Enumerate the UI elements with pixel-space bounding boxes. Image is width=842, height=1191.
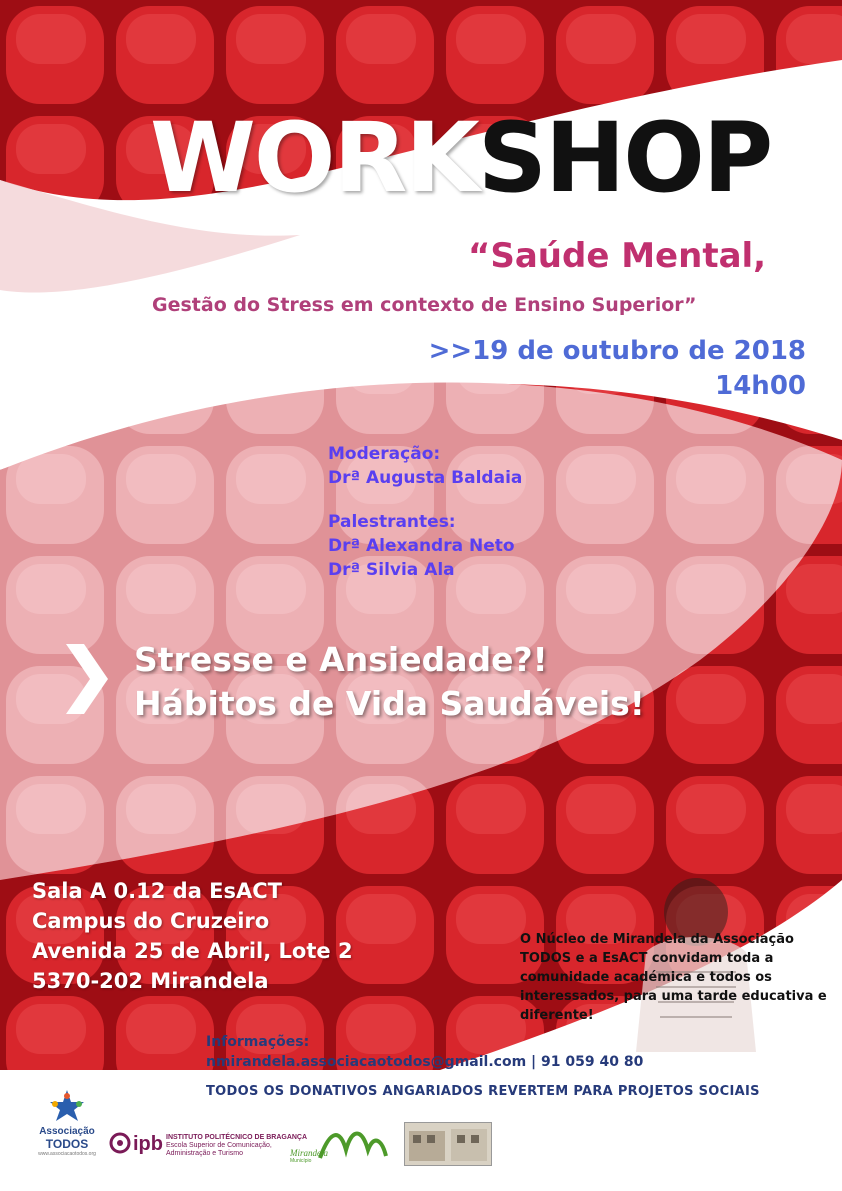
todos-logo-url: www.associacaotodos.org	[38, 1151, 96, 1157]
info-label: Informações:	[206, 1034, 310, 1050]
mirandela-tagline: Município	[290, 1158, 312, 1164]
donations-note: TODOS OS DONATIVOS ANGARIADOS REVERTEM PARA PROJETOS SOCIAIS	[206, 1084, 760, 1099]
todos-logo-line2: TODOS	[45, 1137, 89, 1151]
chevron-right-icon	[62, 640, 112, 718]
address-line: Campus do Cruzeiro	[32, 909, 270, 933]
ipb-logo	[108, 1126, 166, 1160]
speaker-name: Drª Silvia Ala	[328, 560, 455, 580]
invitation-text: O Núcleo de Mirandela da Associação TODOS e a EsACT convidam toda a comunidade académica e todos os interessados, para uma tarde educativa e diferente!	[520, 932, 827, 1023]
ipb-school-line2: Administração e Turismo	[166, 1150, 244, 1157]
speakers-label: Palestrantes:	[328, 512, 456, 532]
contact-info	[206, 1032, 643, 1072]
ipb-logo-mark: ipb	[133, 1133, 163, 1155]
star-people-icon	[47, 1088, 87, 1122]
title-work: WORK	[150, 102, 478, 214]
mirandela-name: Mirandela	[290, 1148, 328, 1158]
contact-details[interactable]: nmirandela.associacaotodos@gmail.com | 91 059 40 80	[206, 1054, 644, 1070]
mirandela-logo-text	[290, 1148, 328, 1164]
subtitle-line1: “Saúde Mental,	[468, 236, 767, 276]
slogan-line2: Hábitos de Vida Saudáveis!	[134, 684, 645, 723]
speakers-block	[328, 442, 522, 582]
moderator-name: Drª Augusta Baldaia	[328, 468, 523, 488]
todos-logo	[36, 1088, 98, 1157]
event-schedule	[429, 334, 806, 404]
moderation-label: Moderação:	[328, 444, 441, 464]
address-line: Avenida 25 de Abril, Lote 2	[32, 939, 353, 963]
workshop-title	[150, 102, 772, 214]
ipb-name: INSTITUTO POLITÉCNICO DE BRAGANÇA	[166, 1134, 308, 1141]
ipb-logo-text	[166, 1134, 307, 1158]
building-photo	[404, 1122, 492, 1166]
todos-logo-line1: Associação	[39, 1126, 95, 1137]
address-line: 5370-202 Mirandela	[32, 969, 269, 993]
slogan-line1: Stresse e Ansiedade?!	[134, 640, 548, 679]
slogan	[134, 638, 645, 726]
event-date: >>19 de outubro de 2018	[428, 336, 806, 366]
event-time: 14h00	[715, 371, 806, 402]
subtitle-line2: Gestão do Stress em contexto de Ensino Superior”	[152, 294, 697, 316]
speaker-name: Drª Alexandra Neto	[328, 536, 515, 556]
address-line: Sala A 0.12 da EsACT	[32, 879, 283, 903]
ipb-school-line1: Escola Superior de Comunicação,	[166, 1142, 272, 1149]
venue-address	[32, 876, 353, 996]
title-shop: SHOP	[477, 102, 772, 214]
